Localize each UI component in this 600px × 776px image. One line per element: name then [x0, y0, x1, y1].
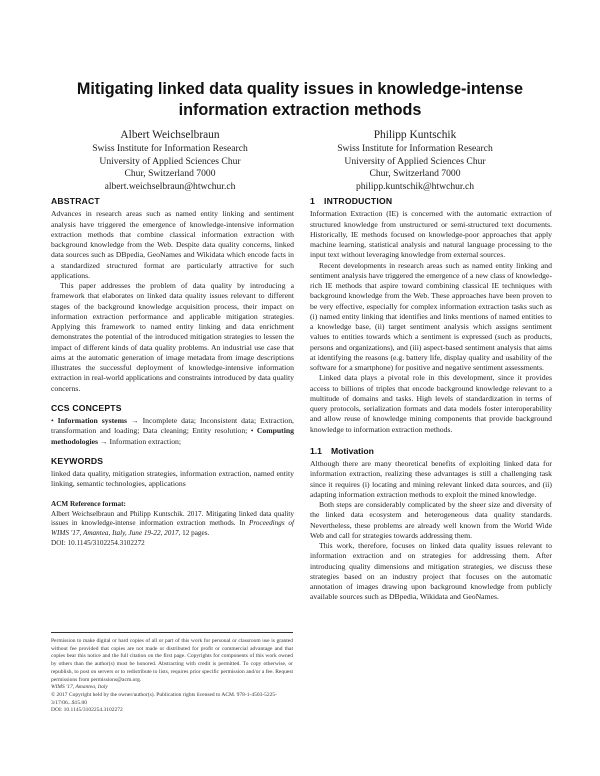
ccs-concepts-list-1: → Incomplete data; Inconsistent data; Extraction, transformation and loading; Data cleaning; Entity resolution;: [51, 416, 294, 436]
permission-notice: Permission to make digital or hard copies of all or part of this work for personal or classroom use is granted without fee provided that copies are not made or distributed for profit or commercial advantage and that copies bear this notice and the full citation on the first page. Copyrights for components of this work owned by others than the author(s) must be honored. Abstracting with credit is permitted. To copy otherwise, or republish, to post on servers or to redistribute to lists, requires prior specific permission and/or a fee. Request permissions from permissions@acm.org.: [51, 638, 293, 683]
motivation-paragraph-3: This work, therefore, focuses on linked data quality issues relevant to information extraction and on strategies for addressing them. After introducing quality dimensions and mitigation strategies, we discuss these strategies based on an industry project that focuses on the automatic annotation of images drawing upon background knowledge from publicly available sources such as DBpedia, Wikidata and GeoNames.: [310, 541, 552, 602]
acm-reference-text: [51, 510, 294, 539]
intro-paragraph-1: Information Extraction (IE) is concerned with the automatic extraction of structured knowledge from unstructured or semi-structured text documents. Historically, IE methods focused on knowledge-poor approaches that apply machine learning, statistical analysis and natural language processing to the input text without leveraging knowledge from external sources.: [310, 209, 552, 260]
author-affiliation: Swiss Institute for Information Research: [337, 143, 493, 154]
ccs-term-computing-methodologies: Computing methodologies: [51, 426, 294, 446]
author-university: University of Applied Sciences Chur: [344, 155, 486, 167]
section-heading-introduction: [310, 196, 552, 206]
section-number: 1: [310, 196, 315, 206]
acm-reference-pages: 12 pages.: [180, 528, 210, 537]
ccs-concepts-list-2: → Information extraction;: [97, 436, 182, 446]
ccs-concepts-text: [51, 416, 294, 447]
keywords-text: linked data quality, mitigation strategies, information extraction, named entity linking, semantic technologies, applications: [51, 469, 294, 489]
author-email[interactable]: philipp.kuntschik@htwchur.ch: [355, 180, 475, 192]
author-block-1: [70, 129, 270, 193]
acm-reference-doi[interactable]: DOI: 10.1145/3102254.3102272: [51, 538, 145, 547]
ccs-bullet: •: [51, 416, 58, 425]
abstract-paragraph-2: This paper addresses the problem of data quality by introducing a framework that elaborates on linked data quality issues relevant to different stages of the background knowledge acquisition process, their impact on information extraction performance and applicable mitigation strategies. Applying this framework to named entity linking and data enrichment demonstrates the potential of the introduced mitigation strategies to lessen the impact of different kinds of data quality problems. An industrial use case that aims at the automatic generation of image metadata from image descriptions illustrates the successful deployment of knowledge-intensive information extraction in real-world applications and constraints introduced by data quality concerns.: [51, 281, 294, 393]
author-location: Chur, Switzerland 7000: [124, 168, 216, 180]
right-column: [310, 196, 552, 603]
motivation-paragraph-2: Both steps are considerably complicated by the sheer size and diversity of the linked data ecosystem and heterogeneous data quality standards. Nevertheless, these problems are already well known from the World Wide Web and call for strategies towards addressing them.: [310, 500, 552, 540]
copyright-notice: © 2017 Copyright held by the owner/author(s). Publication rights licensed to ACM. 978-1-4503-5225-3/17/06...$15.00: [51, 691, 277, 706]
intro-paragraph-3: Linked data plays a pivotal role in this development, since it provides access to billions of triples that encode background knowledge relevant to a multitude of domains and tasks. High levels of standardization in terms of query protocols, serialization formats and data models foster interoperability and allow reuse of knowledge mining components that provide background knowledge to information extraction methods.: [310, 373, 552, 434]
subsection-heading-motivation: [310, 446, 552, 456]
author-block-2: [300, 129, 530, 193]
acm-reference-heading: ACM Reference format:: [51, 499, 126, 508]
footnote-doi[interactable]: DOI: 10.1145/3102254.3102272: [51, 707, 123, 714]
author-location: Chur, Switzerland 7000: [369, 168, 461, 180]
author-affiliation: Swiss Institute for Information Research: [92, 143, 248, 154]
footnote-block: [51, 632, 293, 715]
ccs-heading: CCS CONCEPTS: [51, 402, 122, 413]
abstract-heading: ABSTRACT: [51, 196, 100, 206]
author-name: Albert Weichselbraun: [120, 129, 220, 141]
ccs-term-information-systems: Information systems: [57, 416, 127, 425]
author-university: University of Applied Sciences Chur: [99, 155, 241, 167]
keywords-heading: KEYWORDS: [51, 455, 104, 466]
intro-paragraph-2: Recent developments in research areas such as named entity linking and sentiment analysis have triggered the emergence of a new class of knowledge-rich IE methods that aspire toward combining classical IE techniques with background knowledge from the Web. These approaches have been proven to be very effective, especially for complex information extraction tasks such as (i) named entity linking that identifies and links mentions of named entities to a knowledge base, (ii) target sentiment analysis which assigns sentiment values to entities towards which a sentiment is expressed (such as products, persons and organizations), and (iii) aspect-based sentiment analysis that aims at identifying the reasons (e.g. battery life, display quality and usability of the software for a smartphone) for positive and negative sentiment assessments.: [310, 260, 552, 372]
footnote-venue: WIMS '17, Amantea, Italy: [51, 684, 108, 691]
abstract-paragraph-1: Advances in research areas such as named entity linking and sentiment analysis have triggered the emergence of knowledge-intensive information extraction methods that combine classical information extraction with background knowledge from the Web. Despite data quality concerns, linked data sources such as DBpedia, GeoNames and Wikidata which encode facts in a standardized structured format are particularly attractive for such applications.: [51, 209, 294, 280]
motivation-paragraph-1: Although there are many theoretical benefits of exploiting linked data for information extraction, realizing these advantages is still a challenging task since it requires (i) locating and mining relevant linked data sources, and (ii) adapting information extraction methods to exploit the mined knowledge.: [310, 459, 552, 499]
section-title: INTRODUCTION: [323, 196, 393, 206]
acm-reference-authors: Albert Weichselbraun and Philipp Kuntschik. 2017. Mitigating linked data quality issues in knowledge-intense information extraction methods. In: [51, 509, 294, 528]
ccs-bullet: •: [250, 426, 257, 436]
subsection-title: Motivation: [330, 445, 374, 456]
author-email[interactable]: albert.weichselbraun@htwchur.ch: [104, 180, 236, 192]
subsection-number: 1.1: [310, 445, 322, 456]
left-column: [51, 196, 294, 548]
paper-title: Mitigating linked data quality issues in knowledge-intense information extraction methods: [76, 80, 524, 119]
acm-reference-venue: Proceedings of WIMS '17, Amantea, Italy, June 19-22, 2017,: [51, 519, 294, 537]
author-name: Philipp Kuntschik: [373, 129, 457, 141]
